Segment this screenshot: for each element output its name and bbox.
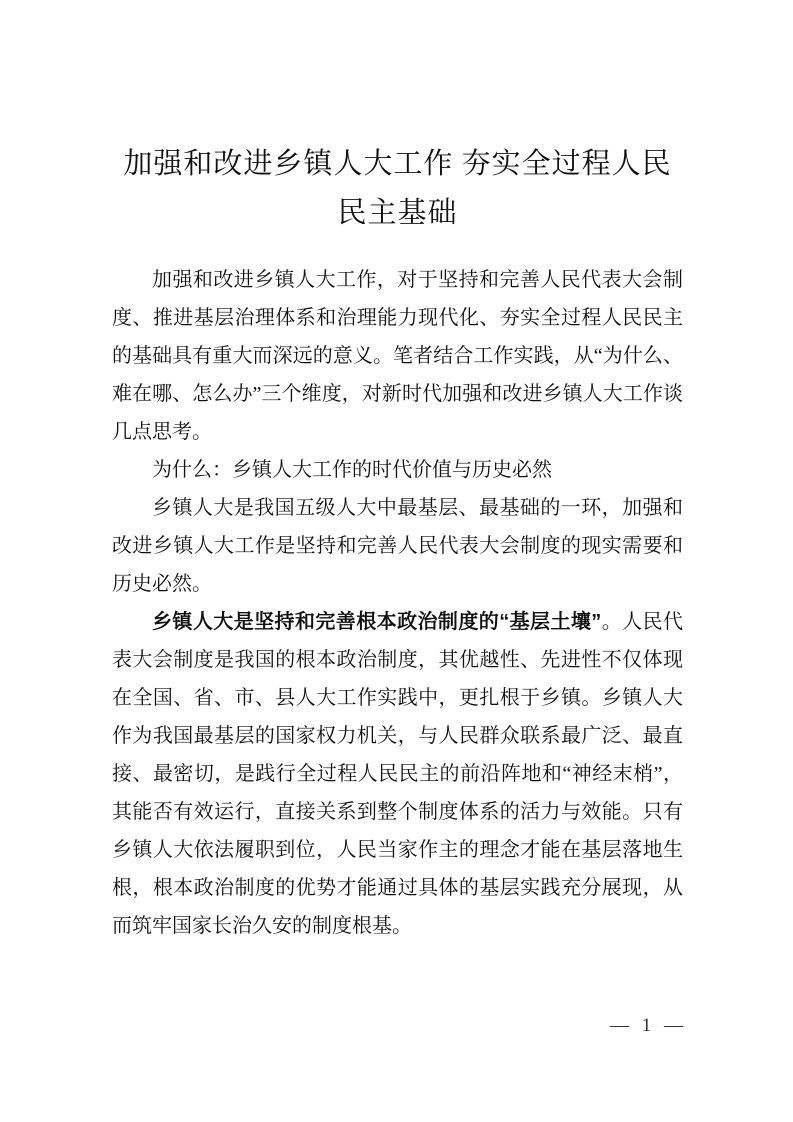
document-title-text: 加强和改进乡镇人大工作 夯实全过程人民民主基础 xyxy=(123,148,672,229)
document-title xyxy=(112,140,683,238)
section-heading: 为什么：乡镇人大工作的时代价值与历史必然 xyxy=(152,459,552,481)
document-body xyxy=(112,261,683,945)
paragraph-point xyxy=(112,603,683,945)
paragraph-point-body: 。人民代表大会制度是我国的根本政治制度，其优越性、先进性不仅体现在全国、省、市、县人大工作实践中，更扎根于乡镇。乡镇人大作为我国最基层的国家权力机关，与人民群众联系最广泛、最直接、最密切，是践行全过程人民民主的前沿阵地和“神经末梢”，其能否有效运行，直接关系到整个制度体系的活力与效能。只有乡镇人大依法履职到位，人民当家作主的理念才能在基层落地生根，根本政治制度的优势才能通过具体的基层实践充分展现，从而筑牢国家长治久安的制度根基。 xyxy=(112,611,684,937)
page-number: — 1 — xyxy=(610,1015,683,1036)
paragraph-section-body: 乡镇人大是我国五级人大中最基层、最基础的一环，加强和改进乡镇人大工作是坚持和完善人民代表大会制度的现实需要和历史必然。 xyxy=(112,497,683,595)
paragraph-intro: 加强和改进乡镇人大工作，对于坚持和完善人民代表大会制度、推进基层治理体系和治理能力现代化、夯实全过程人民民主的基础具有重大而深远的意义。笔者结合工作实践，从“为什么、难在哪、怎么办”三个维度，对新时代加强和改进乡镇人大工作谈几点思考。 xyxy=(112,269,683,443)
paragraph-point-lead-bold: 乡镇人大是坚持和完善根本政治制度的“基层土壤” xyxy=(152,611,602,633)
